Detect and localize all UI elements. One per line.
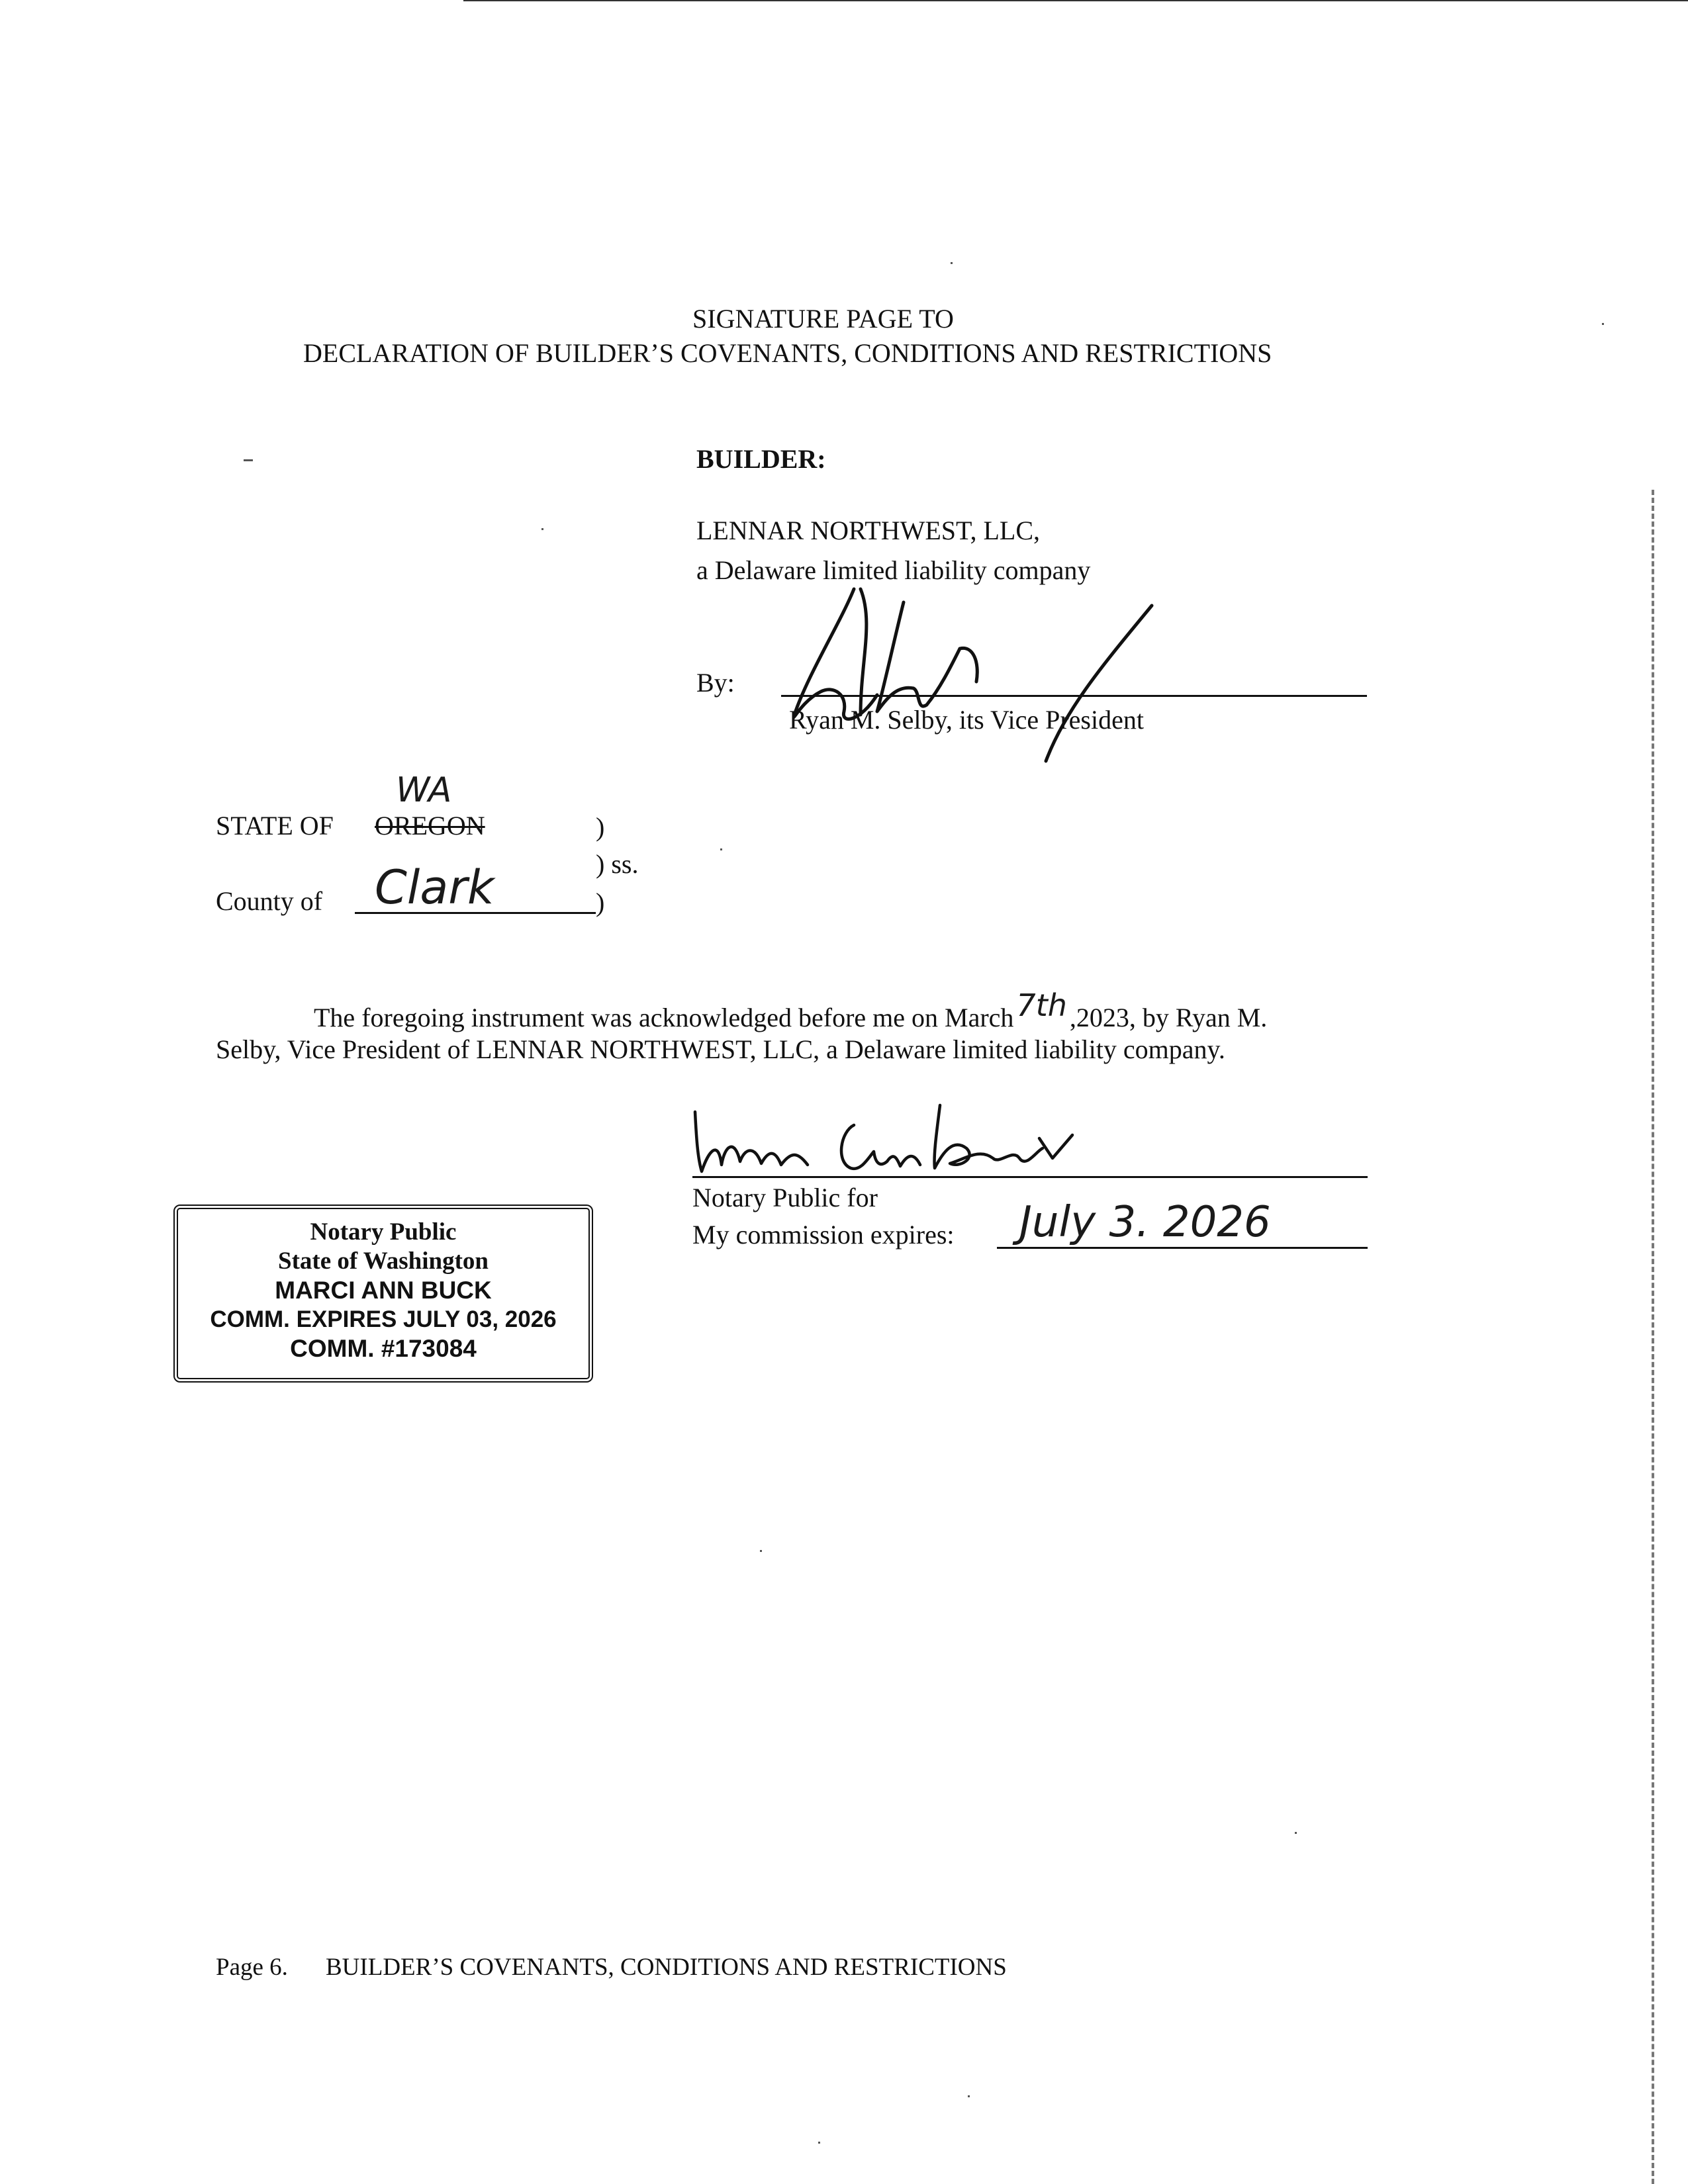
acknowledgment-line-1 <box>314 987 1268 1032</box>
footer-title: BUILDER’S COVENANTS, CONDITIONS AND RESTRICTIONS <box>326 1954 1007 1981</box>
heading-line-2: DECLARATION OF BUILDER’S COVENANTS, CONDITIONS AND RESTRICTIONS <box>303 338 1272 368</box>
scan-speck <box>951 262 953 264</box>
scan-speck <box>244 459 253 461</box>
scan-speck <box>818 2142 820 2144</box>
stamp-line-2: State of Washington <box>278 1248 489 1275</box>
venue-ss: ) ss. <box>596 849 639 879</box>
builder-signature <box>761 563 1172 774</box>
notary-signature-line <box>692 1176 1368 1178</box>
state-handwritten: WA <box>396 770 452 810</box>
builder-company-desc: a Delaware limited liability company <box>696 555 1091 585</box>
notary-signature <box>682 1085 1172 1185</box>
stamp-line-4: COMM. EXPIRES JULY 03, 2026 <box>210 1306 557 1332</box>
stamp-line-3: MARCI ANN BUCK <box>275 1277 492 1304</box>
county-handwritten: Clark <box>375 860 494 915</box>
builder-signer: Ryan M. Selby, its Vice President <box>789 705 1144 735</box>
scan-speck <box>760 1550 762 1552</box>
commission-label: My commission expires: <box>692 1220 955 1250</box>
by-label: By: <box>696 668 735 698</box>
scan-top-edge <box>463 0 1688 1</box>
acknowledgment-text-after: ,2023, by Ryan M. <box>1069 1003 1268 1032</box>
builder-label: BUILDER: <box>696 444 826 474</box>
commission-line <box>997 1247 1368 1249</box>
venue-paren-3: ) <box>596 887 605 917</box>
state-label: STATE OF <box>216 811 334 841</box>
state-struck: OREGON <box>375 811 485 841</box>
scan-speck <box>1602 323 1604 325</box>
builder-company: LENNAR NORTHWEST, LLC, <box>696 516 1041 545</box>
scan-speck <box>541 528 543 530</box>
scan-right-edge <box>1652 490 1654 2184</box>
scan-speck <box>968 2095 970 2097</box>
stamp-line-1: Notary Public <box>310 1218 457 1246</box>
acknowledgment-date-handwritten: 7th <box>1016 987 1067 1023</box>
notary-stamp-text <box>173 1218 593 1363</box>
scan-speck <box>720 848 722 850</box>
county-label: County of <box>216 886 323 916</box>
footer-page-number: Page 6. <box>216 1954 288 1981</box>
notary-stamp <box>165 1197 599 1387</box>
notary-public-for-label: Notary Public for <box>692 1183 878 1212</box>
venue-paren-1: ) <box>596 812 605 842</box>
acknowledgment-text-before: The foregoing instrument was acknowledged before me on March <box>314 1003 1014 1032</box>
acknowledgment-line-2: Selby, Vice President of LENNAR NORTHWEST, LLC, a Delaware limited liability company. <box>216 1034 1225 1064</box>
commission-handwritten: July 3. 2026 <box>1019 1198 1271 1247</box>
heading-line-1: SIGNATURE PAGE TO <box>692 304 954 334</box>
scan-speck <box>1295 1832 1297 1834</box>
stamp-line-5: COMM. #173084 <box>290 1335 477 1362</box>
